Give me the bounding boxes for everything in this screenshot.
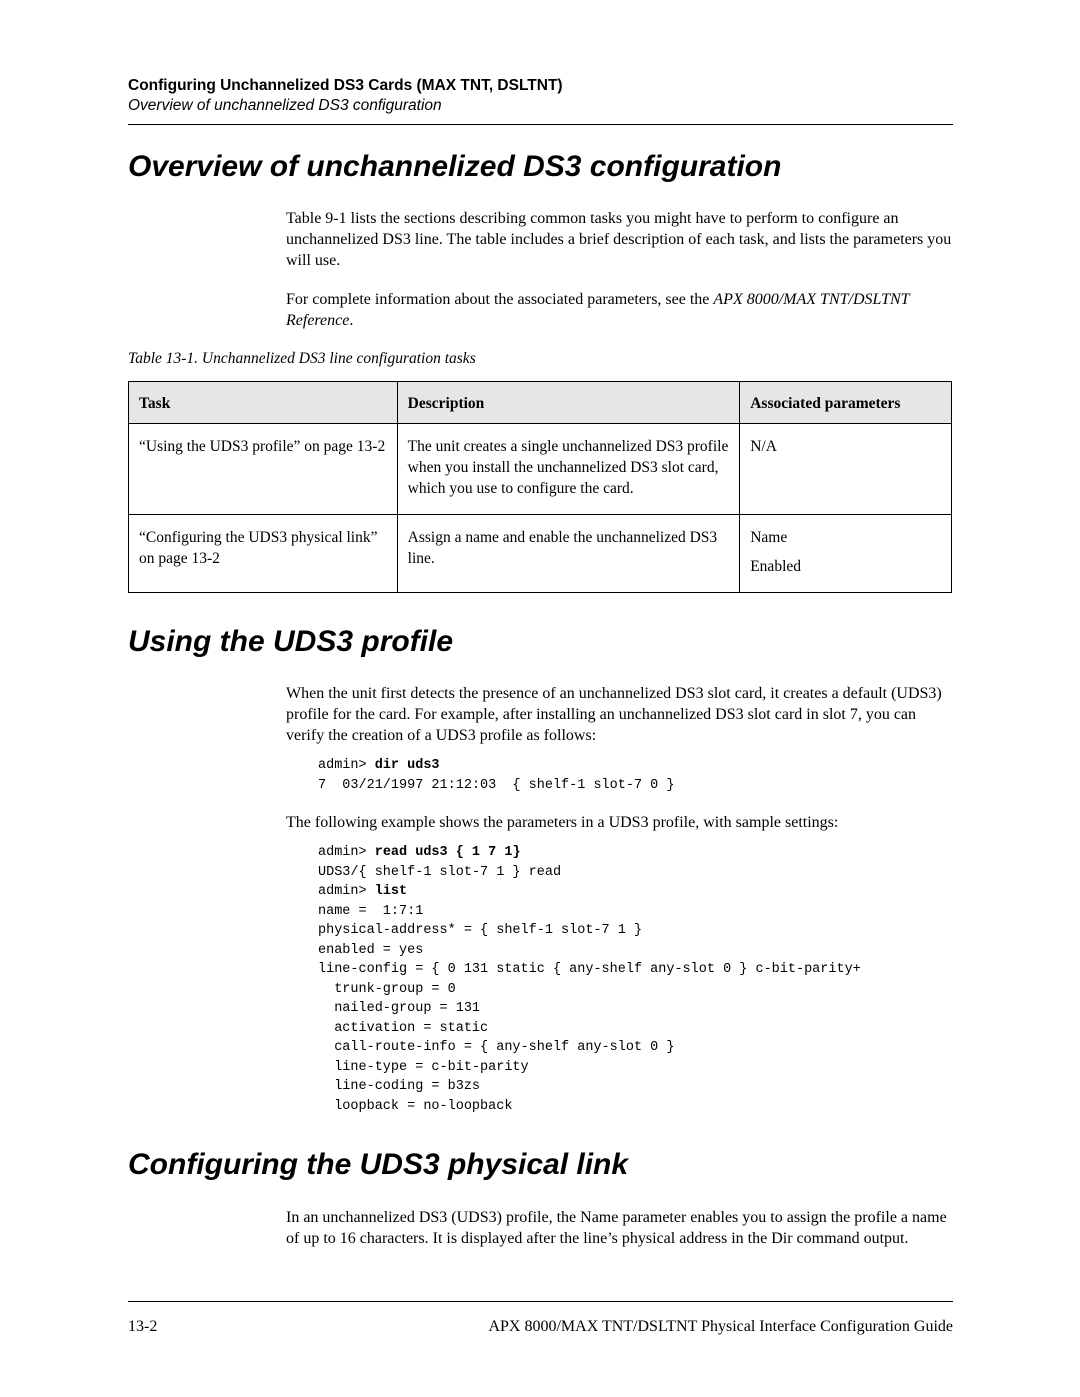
column-header-parameters: Associated parameters	[740, 382, 952, 424]
command-text: read uds3 { 1 7 1}	[374, 845, 521, 860]
task-cell: “Configuring the UDS3 physical link” on page 13-2	[129, 515, 398, 593]
description-cell: The unit creates a single unchannelized DS3 profile when you install the unchannelized DS3 slot card, which you use to configure the card.	[397, 424, 740, 515]
column-header-task: Task	[129, 382, 398, 424]
running-header-section: Overview of unchannelized DS3 configuration	[128, 97, 442, 114]
page-number: 13-2	[128, 1318, 158, 1335]
table-header-row	[129, 382, 952, 424]
parameters-cell	[740, 424, 952, 515]
overview-paragraph-2: For complete information about the associated parameters, see the APX 8000/MAX TNT/DSLTNT Reference.	[286, 291, 910, 329]
task-cell: “Using the UDS3 profile” on page 13-2	[129, 424, 398, 515]
tasks-table	[128, 381, 952, 593]
uds3-profile-paragraph-2: The following example shows the parameters in a UDS3 profile, with sample settings:	[286, 814, 839, 831]
description-cell: Assign a name and enable the unchannelized DS3 line.	[397, 515, 740, 593]
overview-paragraph-1: Table 9-1 lists the sections describing common tasks you might have to perform to configure an unchannelized DS3 line. The table includes a brief description of each task, and lists the parameters you will use.	[286, 210, 952, 269]
table-row	[129, 515, 952, 593]
overview-heading: Overview of unchannelized DS3 configuration	[128, 150, 782, 183]
code-example-dir: admin> dir uds3 7 03/21/1997 21:12:03 { shelf-1 slot-7 0 }	[318, 758, 675, 793]
header-rule	[128, 124, 953, 125]
running-header-chapter: Configuring Unchannelized DS3 Cards (MAX TNT, DSLTNT)	[128, 77, 563, 94]
command-text: list	[374, 884, 408, 899]
table-caption: Table 13-1. Unchannelized DS3 line configuration tasks	[128, 350, 476, 367]
footer-rule	[128, 1301, 953, 1302]
physical-link-heading: Configuring the UDS3 physical link	[128, 1148, 629, 1181]
uds3-profile-heading: Using the UDS3 profile	[128, 625, 454, 658]
table-row	[129, 424, 952, 515]
parameter-item: Name	[750, 529, 788, 546]
parameters-cell	[740, 515, 952, 593]
command-text: dir uds3	[374, 758, 440, 773]
parameter-item: Enabled	[750, 558, 802, 575]
reference-title: APX 8000/MAX TNT/DSLTNT Reference	[286, 291, 910, 329]
code-example-list: admin> read uds3 { 1 7 1} UDS3/{ shelf-1 slot-7 1 } read admin> list name = 1:7:1 physical-address* = { shelf-1 slot-7 1 } enabled = yes line-config = { 0 131 static { any-shelf any-slot 0 } c-bit-parity+ trunk-group = 0 nailed-group = 131 activation = static call-route-info = { any-shelf any-slot 0 } line-type = c-bit-parity line-coding = b3zs loopback = no-loopback	[318, 845, 861, 1114]
parameter-item: N/A	[750, 438, 777, 455]
physical-link-paragraph-1: In an unchannelized DS3 (UDS3) profile, the Name parameter enables you to assign the profile a name of up to 16 characters. It is displayed after the line’s physical address in the Dir command output.	[286, 1209, 947, 1247]
column-header-description: Description	[397, 382, 740, 424]
uds3-profile-paragraph-1: When the unit first detects the presence of an unchannelized DS3 slot card, it creates a default (UDS3) profile for the card. For example, after installing an unchannelized DS3 slot card in slot 7, you can verify the creation of a UDS3 profile as follows:	[286, 685, 942, 744]
book-title: APX 8000/MAX TNT/DSLTNT Physical Interface Configuration Guide	[488, 1318, 953, 1335]
